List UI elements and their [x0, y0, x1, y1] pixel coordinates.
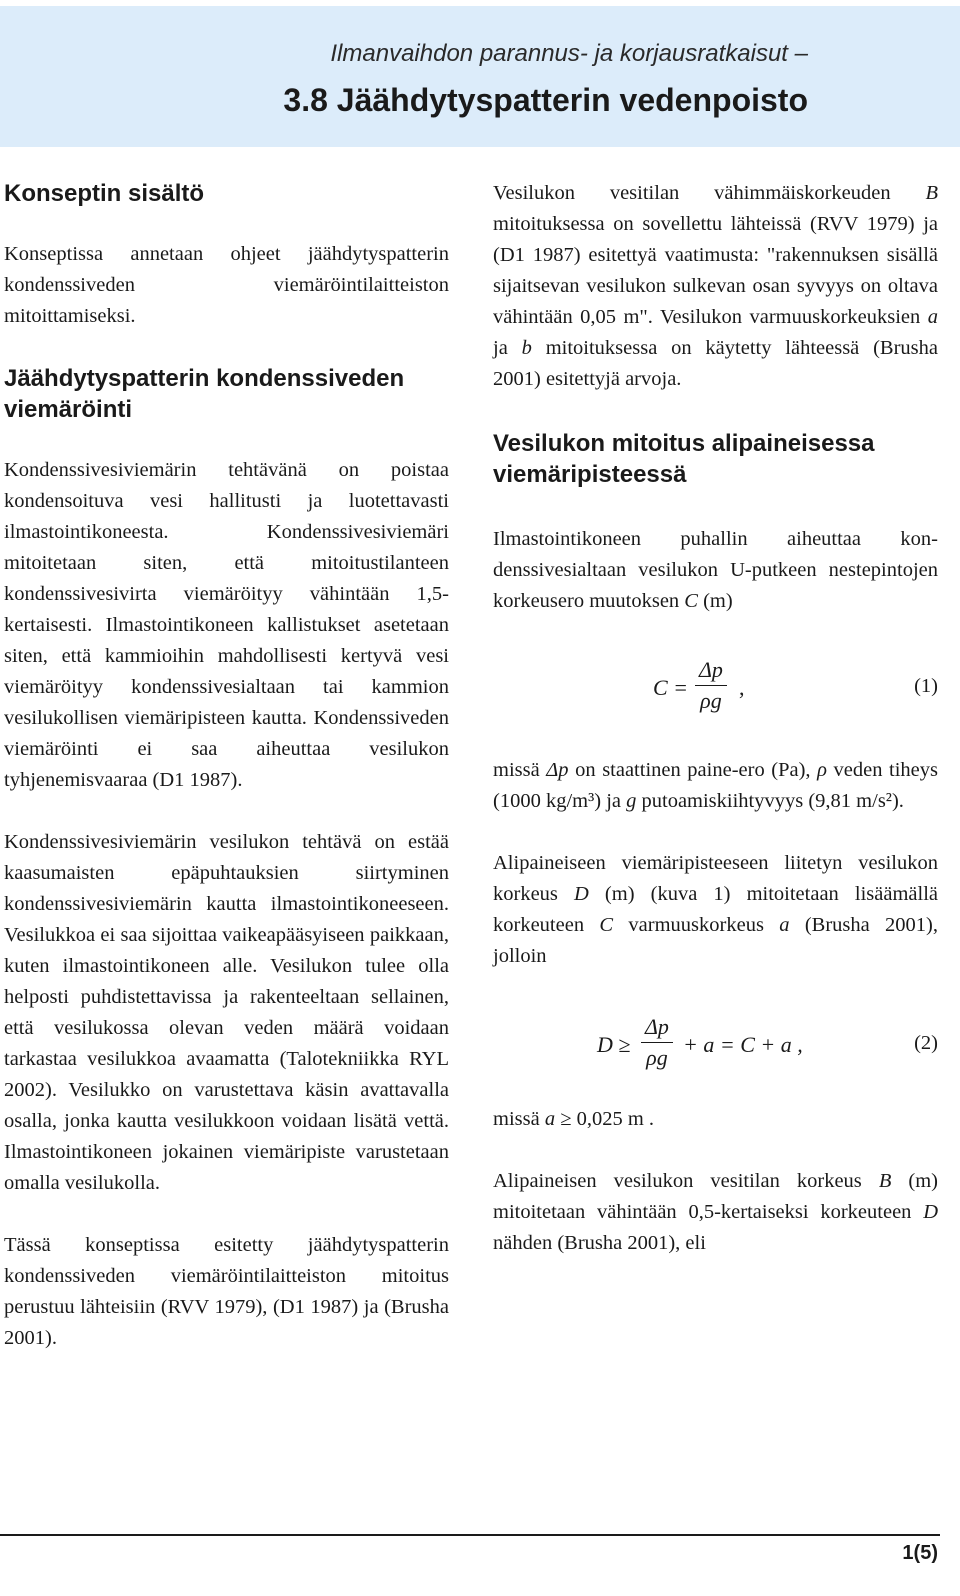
equation-2-label: (2) [914, 1032, 938, 1054]
paragraph-vesitila-b: Alipaineisen vesilukon vesitilan korkeus B (m) mitoitetaan vähintään 0,5-kertaiseksi korkeuteen D nähden (Brusha 2001), eli [493, 1170, 938, 1254]
series-subtitle: Ilmanvaihdon parannus- ja korjausratkaisut – [330, 40, 808, 67]
section-heading-mitoitus: Vesilukon mitoitus alipaineisessa viemäripisteessä [493, 430, 875, 488]
equation-1-tail: , [739, 675, 745, 700]
left-column [4, 178, 449, 1354]
equation-1-label: (1) [914, 675, 938, 697]
equation-1-denominator: ρg [700, 688, 722, 713]
page-number: 1(5) [902, 1542, 938, 1564]
section-heading-viemarointi: Jäähdytyspatterin kondenssiveden viemäröinti [4, 365, 405, 423]
equation-1-numerator: Δp [695, 657, 727, 686]
paragraph-konsepti: Konseptissa annetaan ohjeet jäähdytyspatterin kondenssiveden viemäröintilaitteiston mitoittamiseksi. [4, 243, 449, 327]
right-column [493, 178, 938, 1259]
equation-1 [493, 647, 938, 733]
paragraph-lahteet: Tässä konseptissa esitetty jäähdytyspatterin kondenssiveden viemäröintilaitteiston mitoitus perustuu lähteisiin (RVV 1979), (D1 1987) ja (Brusha 2001). [4, 1234, 449, 1349]
equation-2 [493, 1004, 938, 1090]
equation-2-numerator: Δp [641, 1014, 673, 1043]
equation-2-denominator: ρg [646, 1045, 668, 1070]
paragraph-vesitila: Vesilukon vesitilan vähimmäiskorkeuden B mitoituksessa on sovellettu lähteissä (RVV 1979) ja (D1 1987) esitettyä vaatimusta: "rakennuksen sisällä sijaitsevan vesilukon sulkevan osan syvyys on oltava vähintään 0,05 m". Vesilukon varmuuskorkeuksien a ja b mitoituksessa on käytetty lähteessä (Brusha 2001) esitettyjä arvoja. [493, 182, 939, 390]
paragraph-missa-1: missä Δp on staattinen paine-ero (Pa), ρ veden tiheys (1000 kg/m³) ja g putoamiskiihtyvyys (9,81 m/s²). [493, 759, 938, 812]
equation-1-lhs: C = [653, 675, 689, 700]
paragraph-puhallin: Ilmastointikoneen puhallin aiheuttaa kondenssivesialtaan vesilukon U-putkeen nestepintojen korkeusero muutoksen C (m) [493, 528, 938, 612]
page-title: 3.8 Jäähdytyspatterin vedenpoisto [283, 82, 808, 118]
footer-divider [0, 1534, 940, 1536]
paragraph-missa-2: missä a ≥ 0,025 m . [493, 1108, 655, 1130]
paragraph-korkeus-d: Alipaineiseen viemäripisteeseen liitetyn vesilukon korkeus D (m) (kuva 1) mitoitetaan lisäämällä korkeuteen C varmuuskorkeus a (Brusha 2001), jolloin [493, 852, 938, 967]
equation-2-lhs: D ≥ [597, 1032, 631, 1057]
paragraph-viemarointi: Kondenssivesiviemärin tehtävänä on poistaa kondensoituva vesi hallitusti ja luotettavasti ilmastointikoneesta. Kondenssivesiviemäri mitoitetaan siten, että mitoitustilanteen kondenssivesivirta viemäröityy vähintään 1,5-kertaisesti. Ilmastointikoneen kallistukset asetetaan siten, että kammioihin mahdollisesti kertyvä vesi viemäröityy kondenssivesialtaan tai kammion vesilukollisen viemäripisteen kautta. Kondenssiveden viemäröinti ei saa aiheuttaa vesilukon tyhjenemisvaaraa (D1 1987). [4, 459, 449, 791]
equation-2-fraction [641, 1014, 673, 1071]
section-heading-konseptin-sisalto: Konseptin sisältö [4, 180, 205, 207]
equation-2-tail: + a = C + a , [683, 1032, 803, 1057]
header-banner [0, 6, 960, 147]
paragraph-vesilukko: Kondenssivesiviemärin vesilukon tehtävä on estää kaasumaisten epäpuhtauksien siirtyminen kondenssivesiviemärin kautta ilmastointikoneeseen. Vesilukkoa ei saa sijoittaa vaikeapääsyiseen paikkaan, kuten ilmastointikoneen alle. Vesilukon tulee olla helposti puhdistettavissa ja rakenteeltaan sellainen, että vesilukossa olevan veden määrä voidaan tarkastaa vesilukkoa avaamatta (Talotekniikka RYL 2002). Vesilukko on varustettava käsin avattavalla osalla, jonka kautta vesilukkoon voidaan lisätä vettä. Ilmastointikoneen jokainen viemäripiste varustetaan omalla vesilukolla. [4, 831, 449, 1194]
equation-1-fraction [695, 657, 727, 714]
